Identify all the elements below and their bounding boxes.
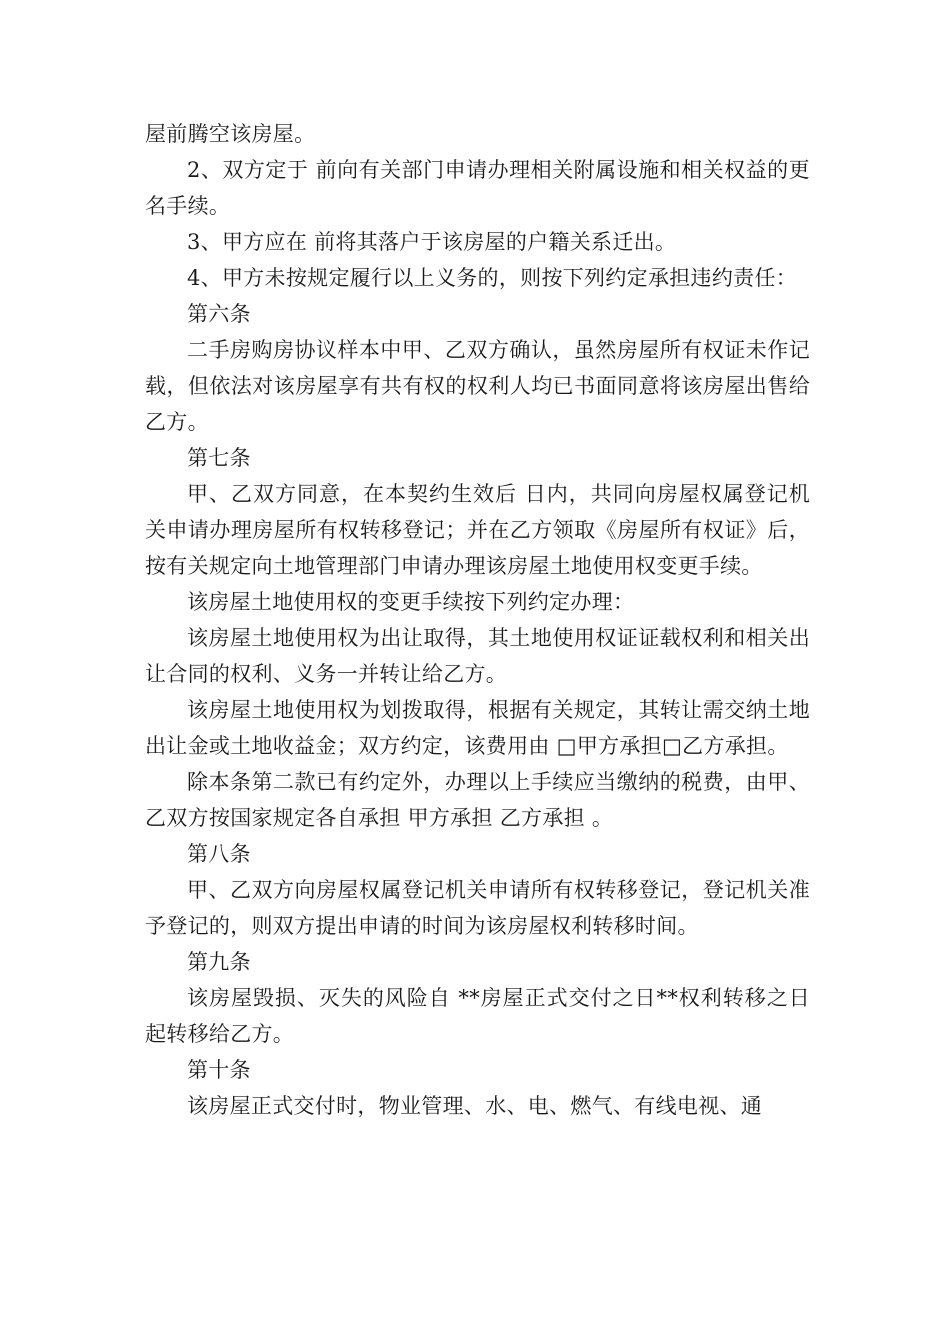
article-6-heading: 第六条 (187, 302, 251, 326)
article-8-body: 甲、乙双方向房屋权属登记机关申请所有权转移登记，登记机关准予登记的，则双方提出申请的时间为该房屋权利转移时间。 (145, 878, 810, 938)
article-8-heading: 第八条 (187, 842, 251, 866)
article-9-body: 该房屋毁损、灭失的风险自 **房屋正式交付之日**权利转移之日 起转移给乙方。 (145, 986, 810, 1046)
paragraph-item-4: 4、甲方未按规定履行以上义务的，则按下列约定承担违约责任： (187, 266, 798, 290)
article-10-body: 该房屋正式交付时，物业管理、水、电、燃气、有线电视、通 (187, 1094, 763, 1118)
article-7-body: 甲、乙双方同意，在本契约生效后 日内，共同向房屋权属登记机关申请办理房屋所有权转移登记；并在乙方领取《房屋所有权证》后，按有关规定向土地管理部门申请办理该房屋土地使用权变更手续。 (145, 482, 810, 578)
article-7-land-change-intro: 该房屋土地使用权的变更手续按下列约定办理： (187, 590, 635, 614)
article-7-heading: 第七条 (187, 446, 251, 470)
article-10-heading: 第十条 (187, 1058, 251, 1082)
article-7-land-allocation: 该房屋土地使用权为划拨取得，根据有关规定，其转让需交纳土地出让金或土地收益金；双方约定，该费用由 □甲方承担□乙方承担。 (145, 698, 810, 758)
paragraph-item-2: 2、双方定于 前向有关部门申请办理相关附属设施和相关权益的更名手续。 (145, 158, 810, 218)
paragraph-item-3: 3、甲方应在 前将其落户于该房屋的户籍关系迁出。 (187, 230, 677, 254)
article-6-body: 二手房购房协议样本中甲、乙双方确认，虽然房屋所有权证未作记载，但依法对该房屋享有共有权的权利人均已书面同意将该房屋出售给乙方。 (145, 338, 810, 434)
article-7-taxes: 除本条第二款已有约定外，办理以上手续应当缴纳的税费，由甲、乙双方按国家规定各自承担 甲方承担 乙方承担 。 (145, 770, 810, 830)
document-body (145, 116, 810, 1124)
article-7-land-transfer: 该房屋土地使用权为出让取得，其土地使用权证证载权利和相关出让合同的权利、义务一并转让给乙方。 (145, 626, 810, 686)
article-9-heading: 第九条 (187, 950, 251, 974)
paragraph-vacate-house: 屋前腾空该房屋。 (145, 122, 316, 146)
